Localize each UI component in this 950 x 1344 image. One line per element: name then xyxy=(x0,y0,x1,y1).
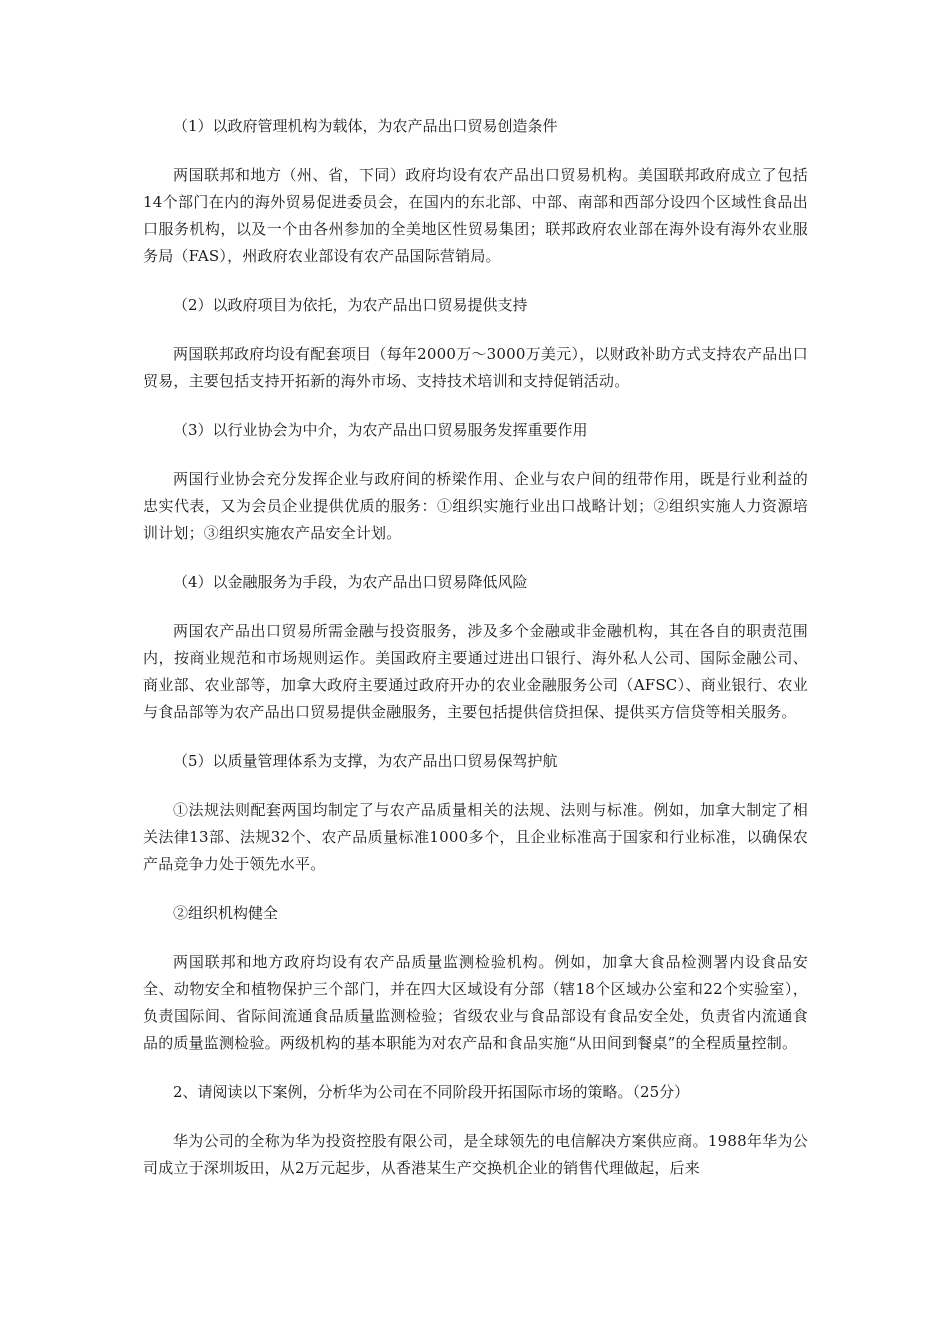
section-heading-6: ②组织机构健全 xyxy=(173,904,279,922)
paragraph-7: 华为公司的全称为华为投资控股有限公司，是全球领先的电信解决方案供应商。1988年华为公司成立于深圳坂田，从2万元起步，从香港某生产交换机企业的销售代理做起，后来 xyxy=(143,1132,808,1177)
paragraph-4: 两国农产品出口贸易所需金融与投资服务，涉及多个金融或非金融机构，其在各自的职责范围内，按商业规范和市场规则运作。美国政府主要通过进出口银行、海外私人公司、国际金融公司、商业部、农业部等，加拿大政府主要通过政府开办的农业金融服务公司（AFSC）、商业银行、农业与食品部等为农产品出口贸易提供金融服务，主要包括提供信贷担保、提供买方信贷等相关服务。 xyxy=(143,622,808,721)
document-page xyxy=(143,113,808,1182)
paragraph-3: 两国行业协会充分发挥企业与政府间的桥梁作用、企业与农户间的纽带作用，既是行业利益的忠实代表，又为会员企业提供优质的服务：①组织实施行业出口战略计划；②组织实施人力资源培训计划；③组织实施农产品安全计划。 xyxy=(143,470,808,542)
section-heading-4: （4）以金融服务为手段，为农产品出口贸易降低风险 xyxy=(173,573,528,591)
section-heading-5: （5）以质量管理体系为支撑，为农产品出口贸易保驾护航 xyxy=(173,752,558,770)
paragraph-6: 两国联邦和地方政府均设有农产品质量监测检验机构。例如，加拿大食品检测署内设食品安全、动物安全和植物保护三个部门，并在四大区域设有分部（辖18个区域办公室和22个实验室），负责国际间、省际间流通食品质量监测检验；省级农业与食品部设有食品安全处，负责省内流通食品的质量监测检验。两级机构的基本职能为对农产品和食品实施“从田间到餐桌”的全程质量控制。 xyxy=(143,953,808,1052)
section-heading-1: （1）以政府管理机构为载体，为农产品出口贸易创造条件 xyxy=(173,117,558,135)
section-heading-3: （3）以行业协会为中介，为农产品出口贸易服务发挥重要作用 xyxy=(173,421,588,439)
question-heading: 2、请阅读以下案例，分析华为公司在不同阶段开拓国际市场的策略。（25分） xyxy=(173,1083,690,1101)
section-heading-2: （2）以政府项目为依托，为农产品出口贸易提供支持 xyxy=(173,296,528,314)
paragraph-5: ①法规法则配套两国均制定了与农产品质量相关的法规、法则与标准。例如，加拿大制定了相关法律13部、法规32个、农产品质量标准1000多个，且企业标准高于国家和行业标准，以确保农产品竞争力处于领先水平。 xyxy=(143,801,808,873)
paragraph-2: 两国联邦政府均设有配套项目（每年2000万～3000万美元），以财政补助方式支持农产品出口贸易，主要包括支持开拓新的海外市场、支持技术培训和支持促销活动。 xyxy=(143,345,808,390)
paragraph-1: 两国联邦和地方（州、省，下同）政府均设有农产品出口贸易机构。美国联邦政府成立了包括14个部门在内的海外贸易促进委员会，在国内的东北部、中部、南部和西部分设四个区域性食品出口服务机构，以及一个由各州参加的全美地区性贸易集团；联邦政府农业部在海外设有海外农业服务局（FAS），州政府农业部设有农产品国际营销局。 xyxy=(143,166,808,265)
